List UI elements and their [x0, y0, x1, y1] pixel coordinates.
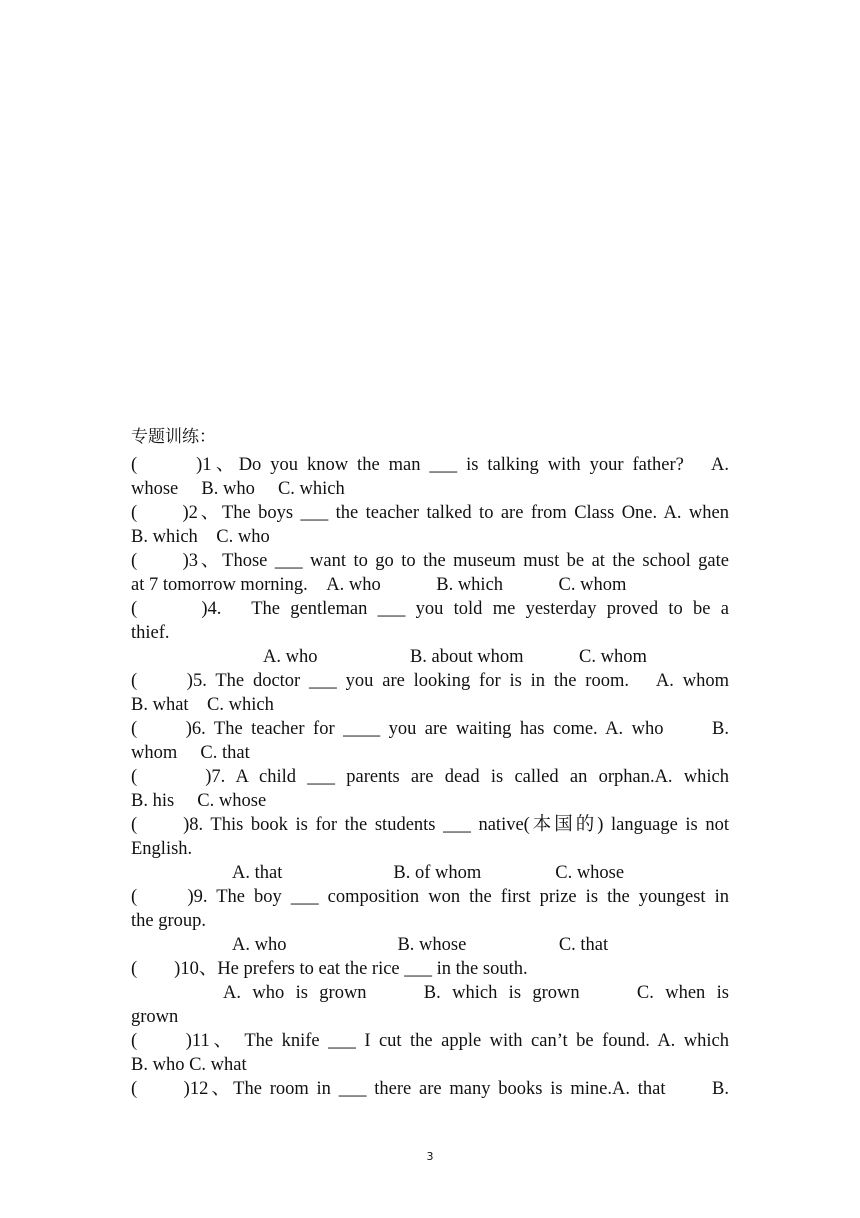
question-11-line-1: ( )11、 The knife ___ I cut the apple with can’t be found. A. which: [131, 1031, 729, 1051]
question-5-line-2: B. what C. which: [131, 695, 274, 715]
question-4-options: A. who B. about whom C. whom: [263, 647, 647, 667]
question-3-line-2: at 7 tomorrow morning. A. who B. which C. whom: [131, 575, 627, 595]
question-2-line-1: ( )2、The boys ___ the teacher talked to are from Class One. A. when: [131, 503, 729, 523]
question-11-line-2: B. who C. what: [131, 1055, 247, 1075]
question-5-line-1: ( )5. The doctor ___ you are looking for is in the room. A. whom: [131, 671, 729, 691]
question-10-line-3: grown: [131, 1007, 179, 1027]
question-12-line-1: ( )12、The room in ___ there are many books is mine.A. that B.: [131, 1079, 729, 1099]
question-10-options: A. who is grown B. which is grown C. when is: [223, 983, 729, 1003]
question-4-line-2: thief.: [131, 623, 170, 643]
question-6-line-1: ( )6. The teacher for ____ you are waiting has come. A. who B.: [131, 719, 729, 739]
section-heading: 专题训练：: [131, 427, 216, 447]
question-8-line-1: ( )8. This book is for the students ___ native(本国的) language is not: [131, 815, 729, 835]
question-4-line-1: ( )4. The gentleman ___ you told me yesterday proved to be a: [131, 599, 729, 619]
question-7-line-1: ( )7. A child ___ parents are dead is called an orphan.A. which: [131, 767, 729, 787]
question-2-line-2: B. which C. who: [131, 527, 270, 547]
question-1-line-2: whose B. who C. which: [131, 479, 345, 499]
question-9-line-2: the group.: [131, 911, 207, 931]
question-9-options: A. who B. whose C. that: [232, 935, 609, 955]
question-6-line-2: whom C. that: [131, 743, 250, 763]
question-9-line-1: ( )9. The boy ___ composition won the first prize is the youngest in: [131, 887, 729, 907]
page-number: 3: [426, 1150, 434, 1163]
question-10-line-1: ( )10、He prefers to eat the rice ___ in the south.: [131, 959, 528, 979]
question-8-line-2: English.: [131, 839, 193, 859]
question-7-line-2: B. his C. whose: [131, 791, 267, 811]
question-3-line-1: ( )3、Those ___ want to go to the museum must be at the school gate: [131, 551, 729, 571]
question-8-options: A. that B. of whom C. whose: [232, 863, 625, 883]
question-1-line-1: ( )1、Do you know the man ___ is talking with your father? A.: [131, 455, 729, 475]
exercise-section: [131, 425, 729, 1101]
